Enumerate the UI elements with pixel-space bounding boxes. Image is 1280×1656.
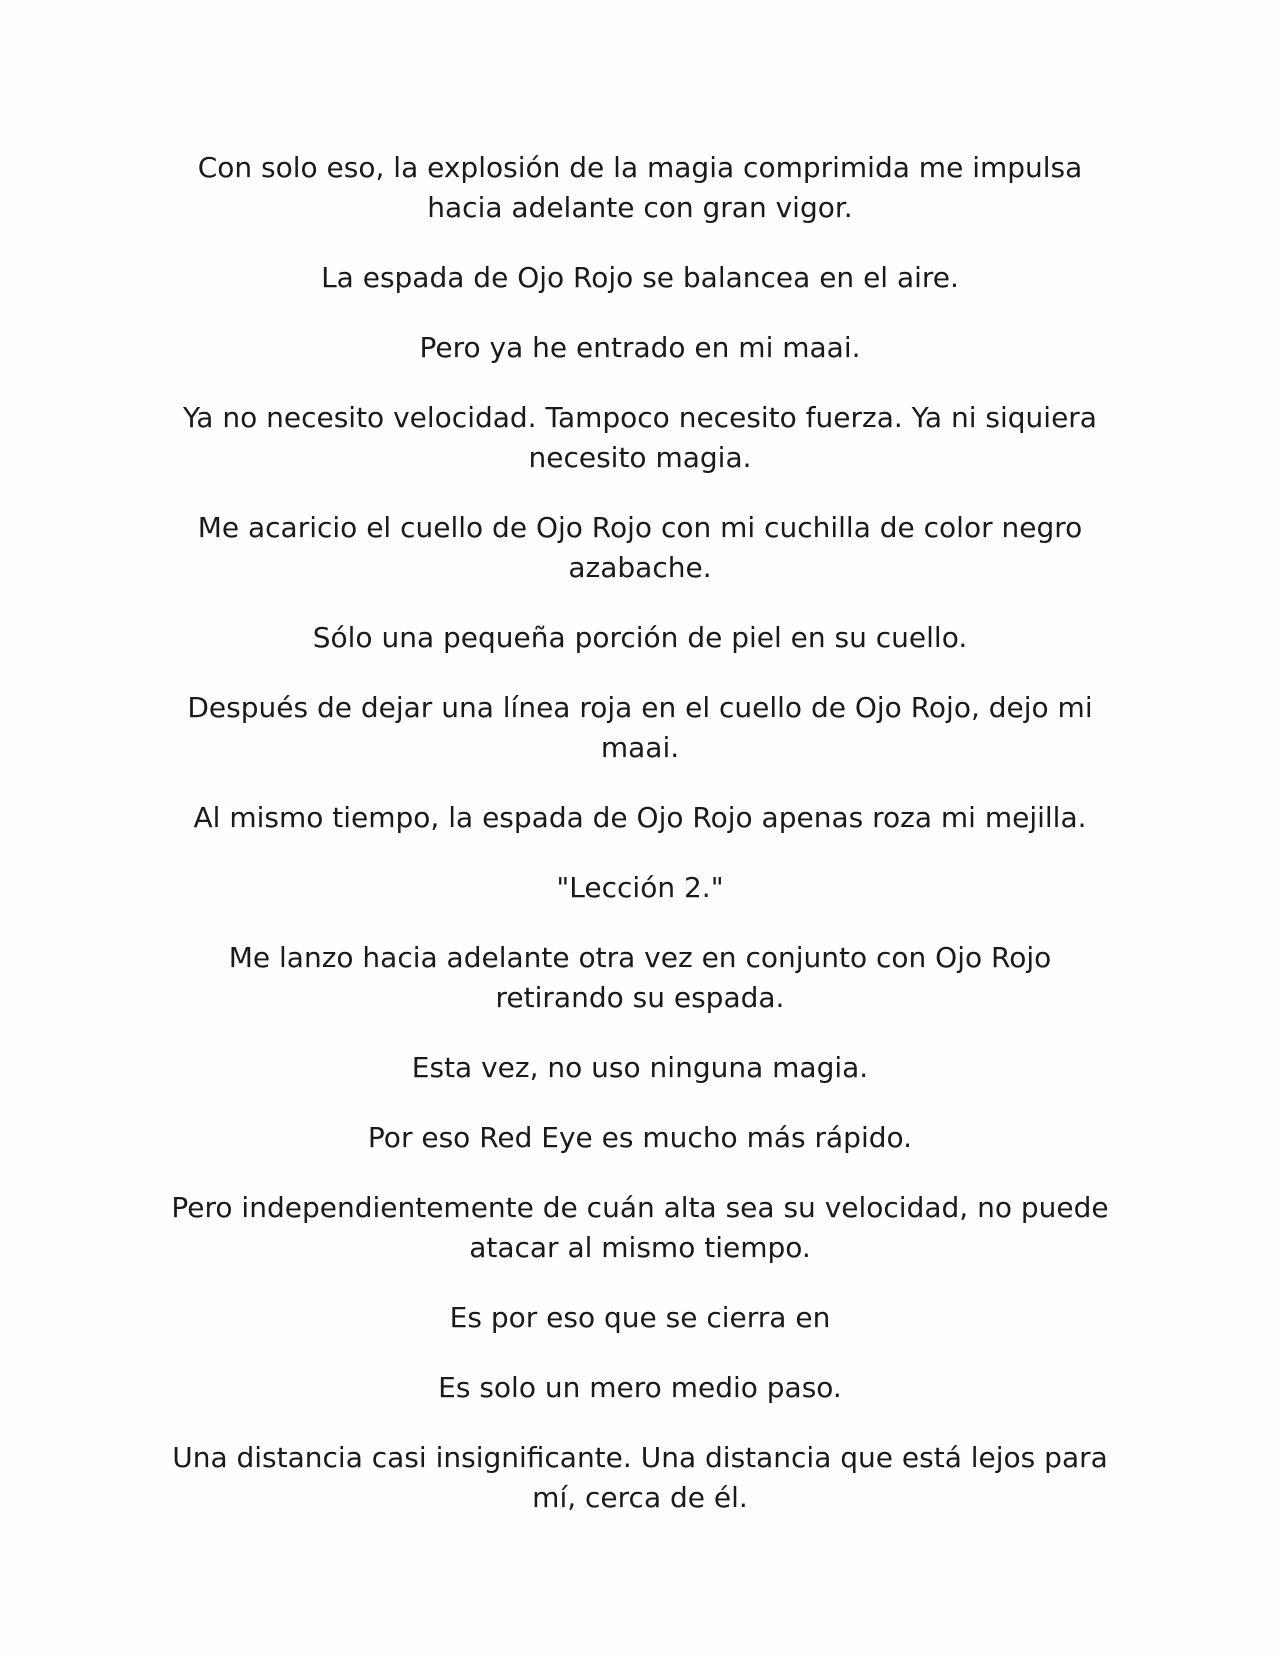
paragraph: Pero independientemente de cuán alta sea su velocidad, no puede atacar al mismo tiempo. [171, 1191, 1109, 1264]
paragraph: Es por eso que se cierra en [449, 1301, 831, 1334]
paragraph: Me acaricio el cuello de Ojo Rojo con mi cuchilla de color negro azabache. [197, 511, 1083, 584]
paragraph: Es solo un mero medio paso. [438, 1371, 842, 1404]
paragraph: Por eso Red Eye es mucho más rápido. [367, 1121, 913, 1154]
paragraph: Esta vez, no uso ninguna magia. [411, 1051, 869, 1084]
paragraph: Después de dejar una línea roja en el cuello de Ojo Rojo, dejo mi maai. [187, 691, 1093, 764]
paragraph: Con solo eso, la explosión de la magia comprimida me impulsa hacia adelante con gran vigor. [197, 151, 1083, 224]
paragraph: Al mismo tiempo, la espada de Ojo Rojo apenas roza mi mejilla. [193, 801, 1087, 834]
paragraph: Una distancia casi insignificante. Una distancia que está lejos para mí, cerca de él. [172, 1441, 1108, 1514]
paragraph: Pero ya he entrado en mi maai. [419, 331, 861, 364]
paragraph: Me lanzo hacia adelante otra vez en conjunto con Ojo Rojo retirando su espada. [228, 941, 1052, 1014]
paragraph: La espada de Ojo Rojo se balancea en el aire. [321, 261, 959, 294]
paragraph: Ya no necesito velocidad. Tampoco necesito fuerza. Ya ni siquiera necesito magia. [183, 401, 1097, 474]
paragraph: "Lección 2." [556, 871, 724, 904]
paragraph: Sólo una pequeña porción de piel en su cuello. [312, 621, 968, 654]
document-body [170, 148, 1110, 1548]
